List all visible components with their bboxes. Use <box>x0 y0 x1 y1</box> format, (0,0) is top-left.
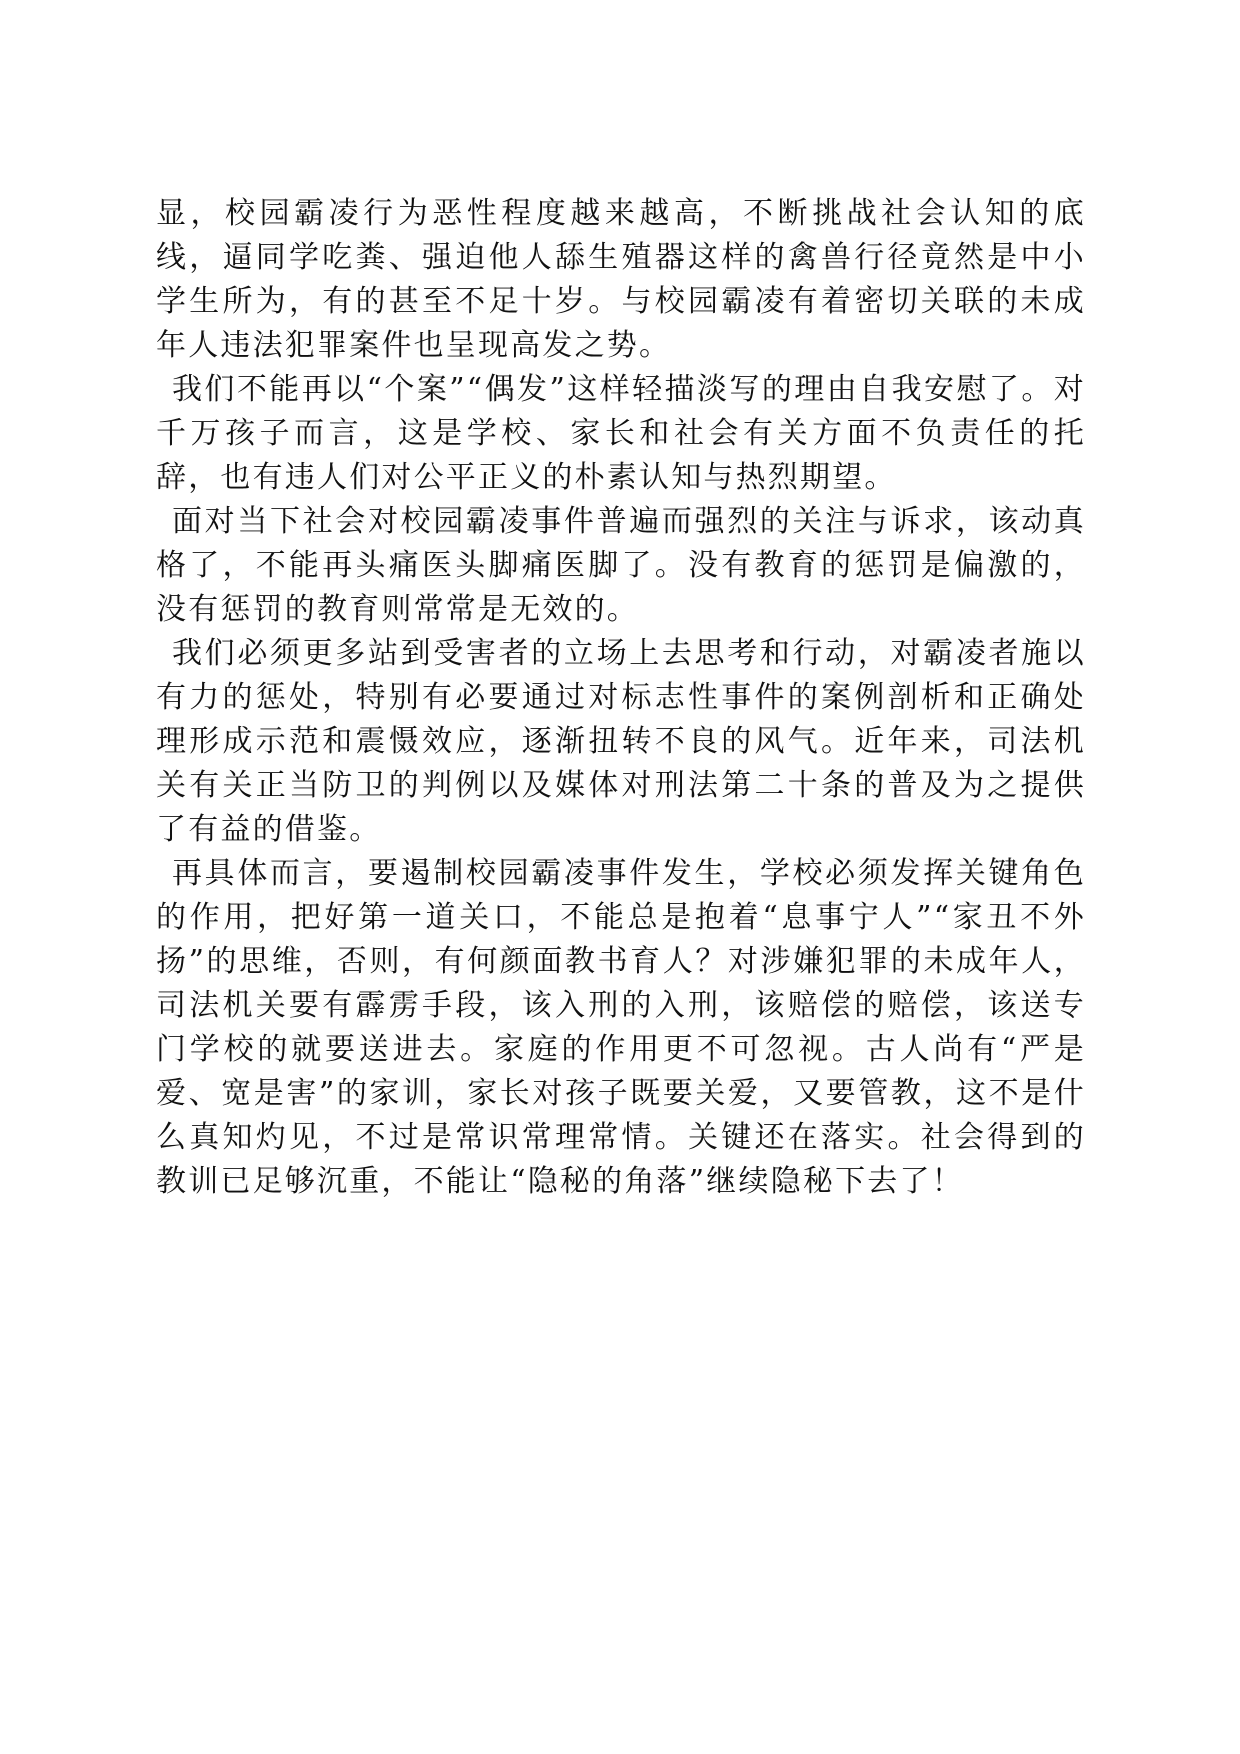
paragraph: 我们不能再以“个案”“偶发”这样轻描淡写的理由自我安慰了。对千万孩子而言，这是学校、家长和社会有关方面不负责任的托辞，也有违人们对公平正义的朴素认知与热烈期望。 <box>156 372 1086 495</box>
paragraph: 面对当下社会对校园霸凌事件普遍而强烈的关注与诉求，该动真格了，不能再头痛医头脚痛医脚了。没有教育的惩罚是偏激的，没有惩罚的教育则常常是无效的。 <box>156 504 1086 627</box>
paragraph: 再具体而言，要遏制校园霸凌事件发生，学校必须发挥关键角色的作用，把好第一道关口，不能总是抱着“息事宁人”“家丑不外扬”的思维，否则，有何颜面教书育人？对涉嫌犯罪的未成年人，司法机关要有霹雳手段，该入刑的入刑，该赔偿的赔偿，该送专门学校的就要送进去。家庭的作用更不可忽视。古人尚有“严是爱、宽是害”的家训，家长对孩子既要关爱，又要管教，这不是什么真知灼见，不过是常识常理常情。关键还在落实。社会得到的教训已足够沉重，不能让“隐秘的角落”继续隐秘下去了！ <box>156 856 1086 1199</box>
paragraph: 我们必须更多站到受害者的立场上去思考和行动，对霸凌者施以有力的惩处，特别有必要通过对标志性事件的案例剖析和正确处理形成示范和震慑效应，逐渐扭转不良的风气。近年来，司法机关有关正当防卫的判例以及媒体对刑法第二十条的普及为之提供了有益的借鉴。 <box>156 636 1086 847</box>
paragraph-continuation: 显，校园霸凌行为恶性程度越来越高，不断挑战社会认知的底线，逼同学吃粪、强迫他人舔生殖器这样的禽兽行径竟然是中小学生所为，有的甚至不足十岁。与校园霸凌有着密切关联的未成年人违法犯罪案件也呈现高发之势。 <box>156 196 1086 363</box>
article-body <box>156 192 1086 1204</box>
